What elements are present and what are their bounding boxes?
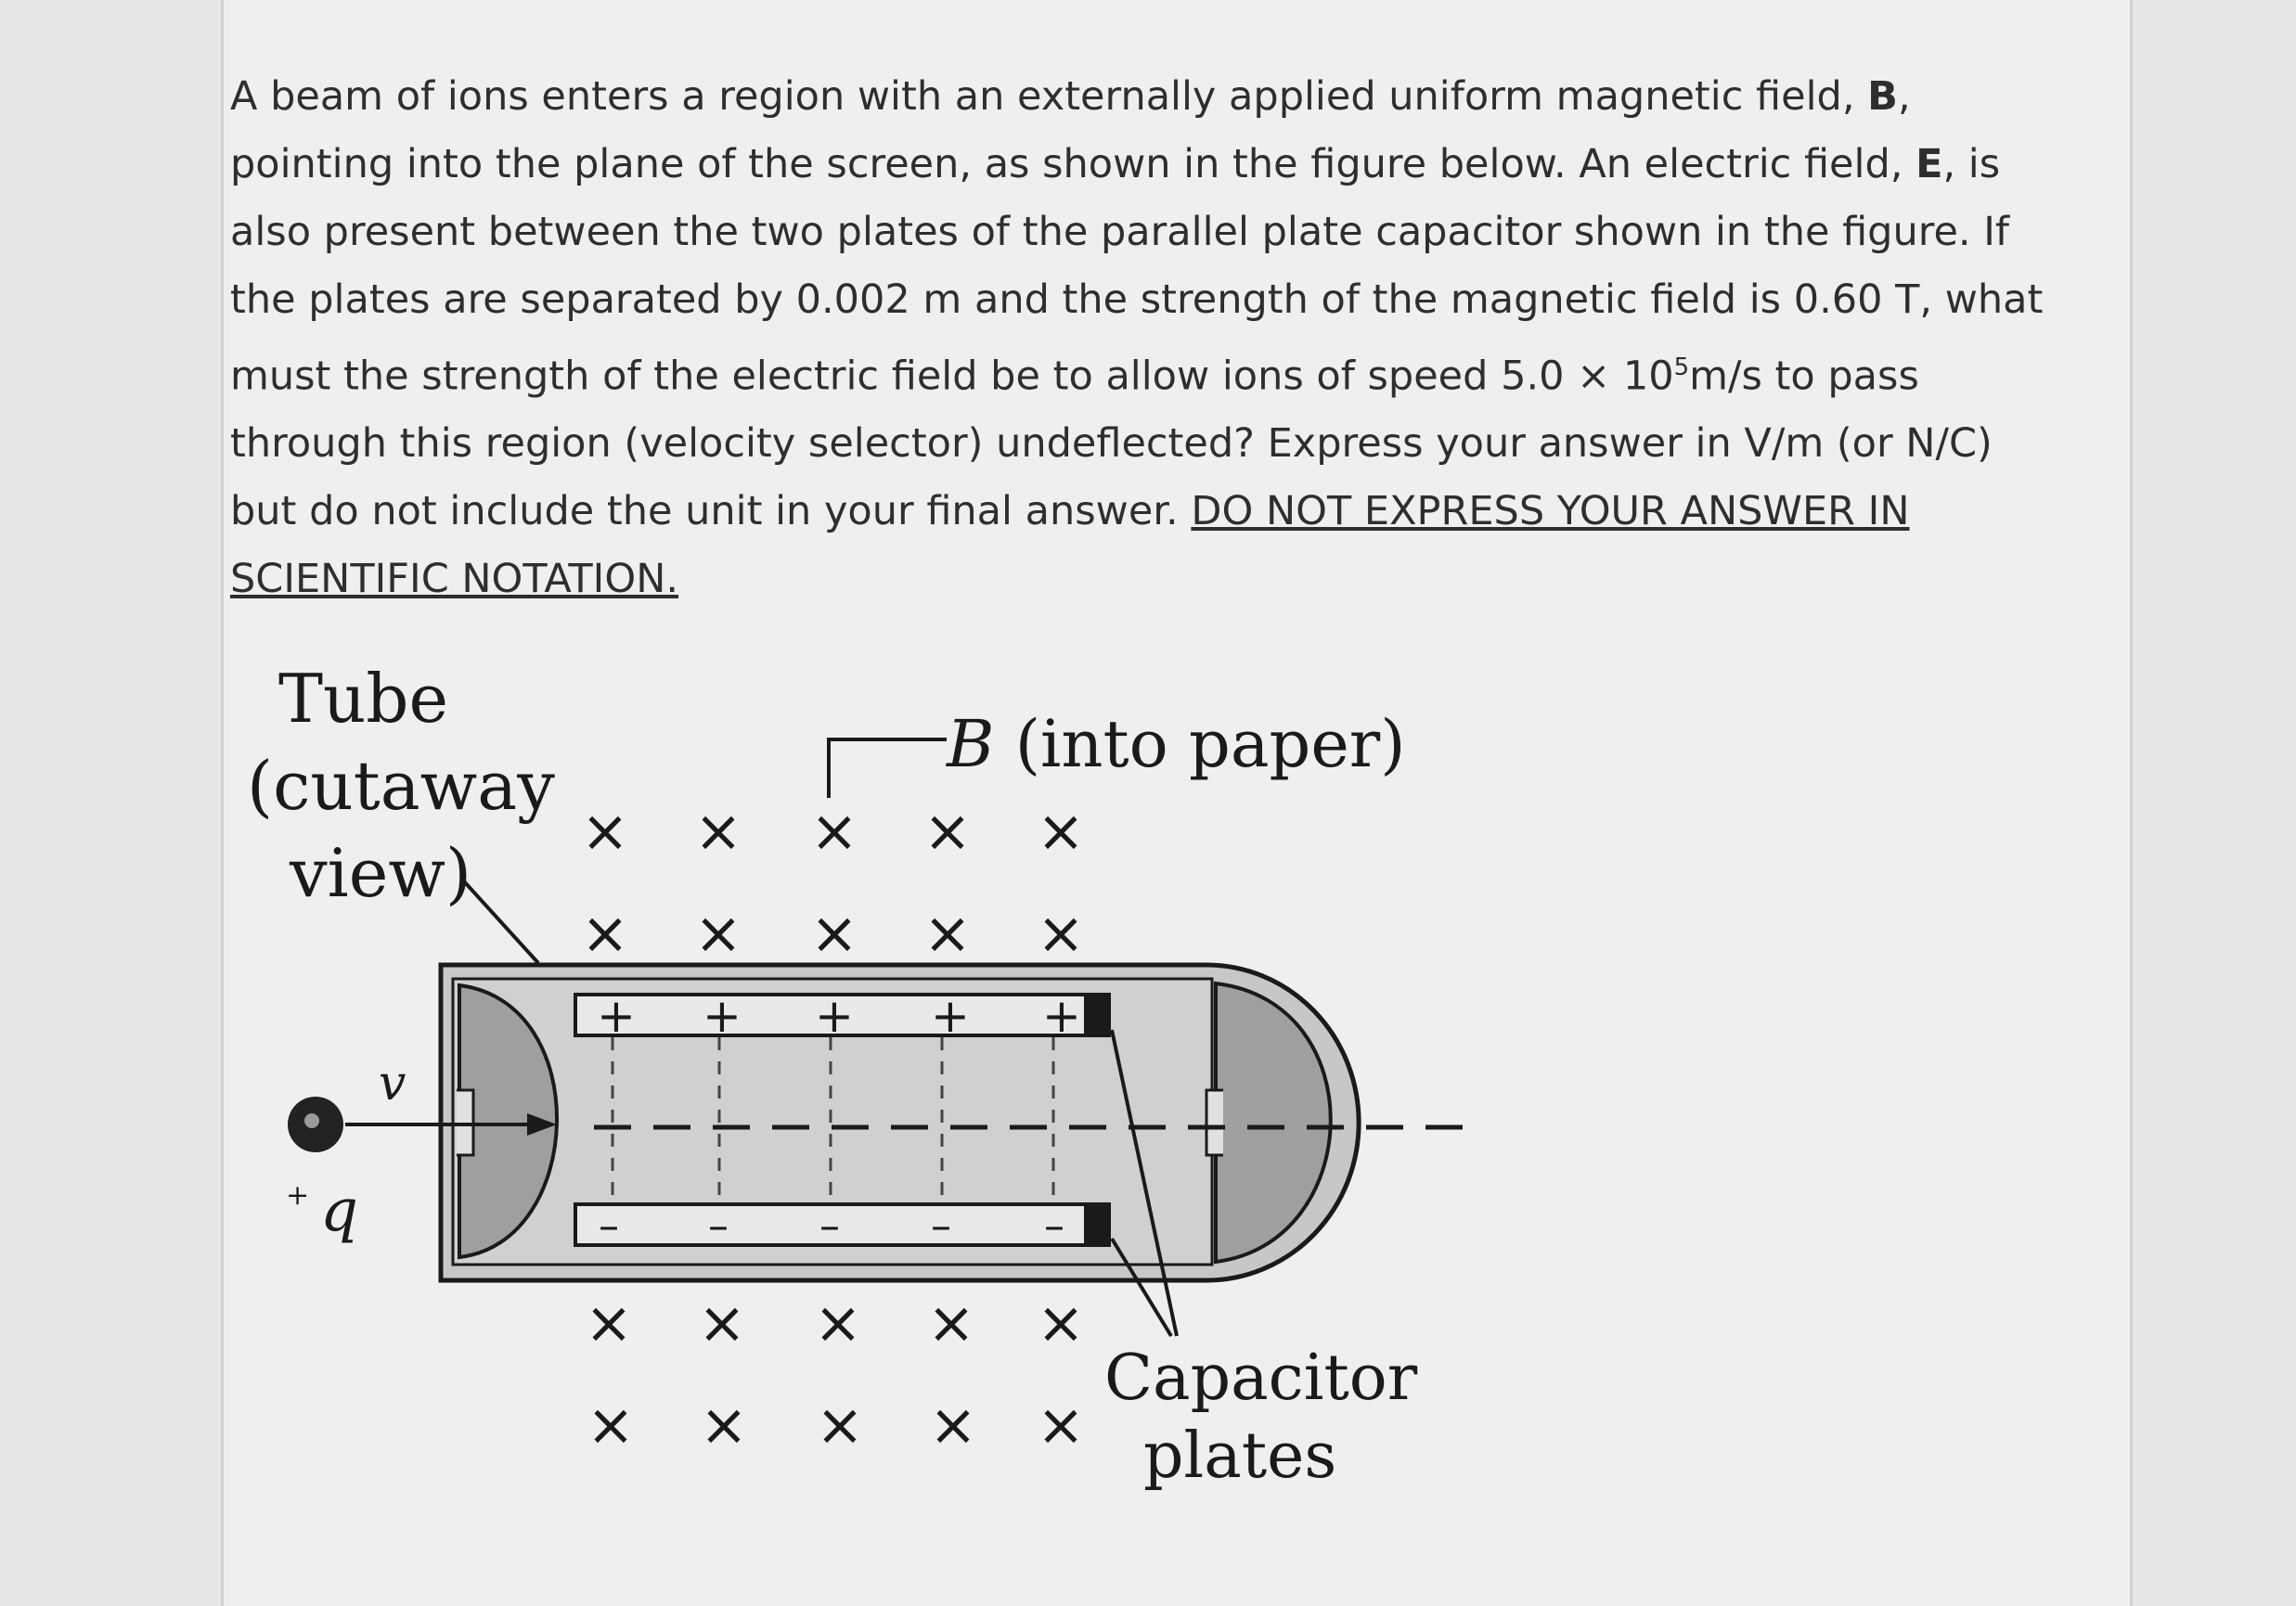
electric-field-symbol: E	[1915, 141, 1943, 187]
plus-sign: +	[931, 989, 970, 1043]
minus-sign: –	[708, 1202, 729, 1250]
question-text-part4: m/s to pass through this region (velocity selector) undeflected? Express your answer in V/m (or N/C) but do not include the unit in your final answer.	[230, 353, 1993, 535]
minus-sign: –	[599, 1202, 619, 1250]
field-x-mark: ×	[923, 899, 972, 967]
field-x-mark: ×	[700, 1391, 748, 1458]
minus-sign: –	[819, 1202, 840, 1250]
field-x-mark: ×	[1037, 797, 1085, 865]
speed-exponent: 5	[1673, 353, 1690, 381]
field-x-mark: ×	[927, 1289, 975, 1356]
field-x-mark: ×	[581, 797, 629, 865]
magnetic-field-symbol: B	[1867, 73, 1898, 120]
ion-highlight	[304, 1113, 319, 1128]
right-slit	[1206, 1090, 1223, 1155]
minus-sign: –	[931, 1202, 951, 1250]
field-x-mark: ×	[587, 1391, 635, 1458]
field-x-mark: ×	[814, 1289, 862, 1356]
field-x-mark: ×	[816, 1391, 864, 1458]
field-x-mark: ×	[810, 899, 858, 967]
field-x-mark: ×	[923, 797, 972, 865]
capacitor-label-line2: plates	[1143, 1420, 1337, 1493]
plus-sign: +	[1042, 989, 1081, 1043]
capacitor-label-line1: Capacitor	[1104, 1342, 1418, 1415]
question-text-part2: , pointing into the plane of the screen, as shown in the figure below. An electric field,	[230, 73, 1916, 187]
tube-label-line3: view)	[290, 834, 472, 912]
plus-sign: +	[597, 989, 636, 1043]
question-text-part3: , is also present between the two plates of the parallel plate capacitor shown in the figure. If the plates are separated by 0.002 m and the strength of the magnetic field is 0.60 T, what must the strength of the electric field be to allow ions of speed 5.0 × 10	[230, 141, 2044, 400]
b-label: B (into paper)	[947, 706, 1406, 782]
tube-label-line1: Tube	[278, 660, 449, 738]
field-x-mark: ×	[694, 899, 742, 967]
field-x-mark: ×	[1037, 1289, 1085, 1356]
negative-plate	[575, 1204, 1109, 1245]
field-x-mark: ×	[1037, 1391, 1085, 1458]
notation-warning: DO NOT EXPRESS YOUR ANSWER IN SCIENTIFIC NOTATION.	[230, 488, 1910, 603]
plus-sign: +	[703, 989, 742, 1043]
field-x-mark: ×	[1037, 899, 1085, 967]
field-x-mark: ×	[581, 899, 629, 967]
question-text-part1: A beam of ions enters a region with an externally applied uniform magnetic field,	[230, 73, 1868, 120]
plus-sign: +	[815, 989, 854, 1043]
tube-label-pointer	[464, 881, 538, 963]
field-x-mark: ×	[810, 797, 858, 865]
charge-sign: +	[286, 1179, 310, 1212]
charge-label: q	[320, 1176, 358, 1245]
field-x-mark: ×	[929, 1391, 977, 1458]
positive-plate-end	[1084, 995, 1110, 1035]
minus-sign: –	[1044, 1202, 1064, 1250]
field-x-mark: ×	[698, 1289, 746, 1356]
tube-label-line2: (cutaway	[247, 747, 555, 825]
negative-plate-end	[1084, 1204, 1110, 1245]
velocity-label: v	[379, 1056, 406, 1111]
field-x-mark: ×	[585, 1289, 633, 1356]
b-label-pointer	[829, 739, 947, 798]
field-x-mark: ×	[694, 797, 742, 865]
